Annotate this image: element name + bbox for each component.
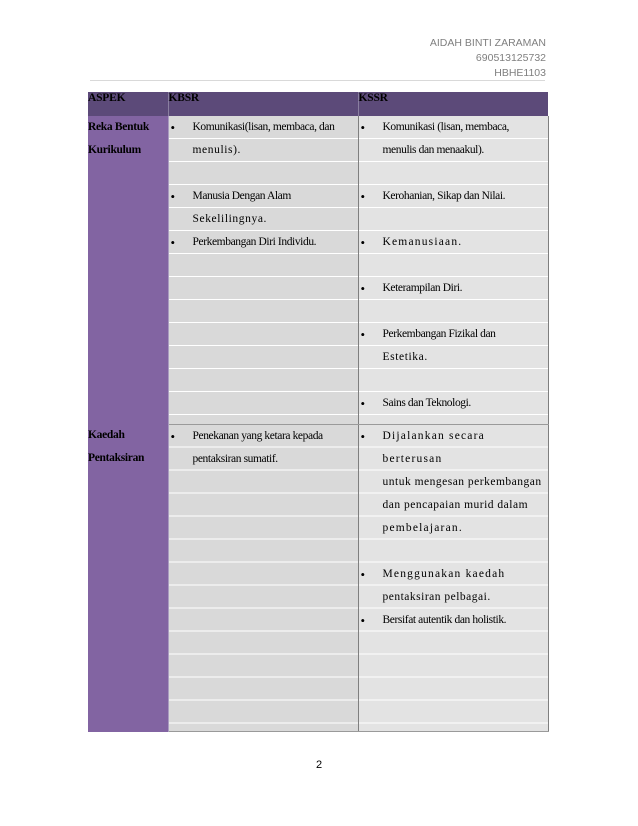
item-line: Manusia Dengan Alam [192, 190, 291, 202]
list-item [169, 425, 358, 471]
item-line: Bersifat autentik dan holistik. [382, 613, 507, 626]
list-item [359, 116, 548, 162]
item-line: Sains dan Teknologi. [382, 397, 471, 409]
kssr-cell [358, 424, 548, 732]
aspek-label: Pentaksiran [88, 452, 145, 464]
list-item [169, 116, 358, 162]
item-line: Komunikasi(lisan, membaca, dan [192, 121, 335, 133]
list-item [359, 231, 548, 254]
aspek-cell [88, 424, 168, 732]
item-line: Kemanusiaan. [382, 236, 463, 248]
item-line: Keterampilan Diri. [382, 282, 463, 294]
item-line: dan pencapaian murid dalam [382, 498, 529, 511]
list-item [359, 185, 548, 208]
item-line: Estetika. [382, 351, 428, 363]
list-item [359, 323, 548, 369]
item-line: Komunikasi (lisan, membaca, [382, 121, 510, 133]
header-kbsr: KBSR [168, 92, 358, 116]
course-code: HBHE1103 [494, 67, 546, 79]
bullet-icon: • [360, 566, 367, 582]
item-line: Perkembangan Diri Individu. [192, 236, 317, 248]
list-item [359, 392, 548, 415]
item-line: Menggunakan kaedah [382, 567, 506, 580]
bullet-icon: • [170, 189, 175, 204]
kssr-cell [358, 116, 548, 424]
author-id: 690513125732 [475, 52, 546, 64]
bullet-icon: • [170, 428, 175, 444]
item-line: Dijalankan secara berterusan [382, 429, 485, 465]
table-row [88, 424, 548, 732]
aspek-label: Kurikulum [88, 144, 141, 156]
bullet-icon: • [360, 327, 365, 342]
item-line: untuk mengesan perkembangan [382, 475, 542, 488]
bullet-icon: • [360, 120, 365, 135]
author-name: AIDAH BINTI ZARAMAN [429, 37, 546, 49]
item-line: menulis). [192, 144, 242, 156]
item-line: menulis dan menaakul). [382, 144, 484, 156]
bullet-icon: • [170, 120, 175, 135]
item-line: Kerohanian, Sikap dan Nilai. [382, 190, 506, 202]
item-line: pentaksiran sumatif. [192, 452, 278, 465]
bullet-icon: • [360, 428, 367, 444]
header-kssr: KSSR [358, 92, 548, 116]
aspek-cell [88, 116, 168, 424]
list-item [169, 185, 358, 231]
table-header-row [88, 92, 548, 116]
document-header [430, 36, 546, 81]
bullet-icon: • [360, 189, 365, 204]
list-item [359, 609, 548, 632]
kbsr-cell [168, 424, 358, 732]
item-line: pentaksiran pelbagai. [382, 590, 491, 603]
header-aspek: ASPEK [88, 92, 168, 116]
item-line: Penekanan yang ketara kepada [192, 429, 323, 442]
aspek-label: Reka Bentuk [88, 121, 149, 133]
bullet-icon: • [360, 281, 365, 296]
list-item [359, 563, 548, 609]
header-divider [90, 80, 545, 81]
page-number: 2 [315, 759, 323, 771]
item-line: Sekelilingnya. [192, 213, 268, 225]
bullet-icon: • [170, 235, 175, 250]
list-item [359, 425, 548, 540]
list-item [169, 231, 358, 254]
aspek-label: Kaedah [88, 429, 125, 441]
bullet-icon: • [360, 235, 367, 250]
bullet-icon: • [360, 396, 365, 411]
comparison-table [88, 92, 549, 732]
bullet-icon: • [360, 612, 365, 628]
table-row [88, 116, 548, 424]
list-item [359, 277, 548, 300]
item-line: Perkembangan Fizikal dan [382, 328, 496, 340]
kbsr-cell [168, 116, 358, 424]
item-line: pembelajaran. [382, 521, 463, 534]
